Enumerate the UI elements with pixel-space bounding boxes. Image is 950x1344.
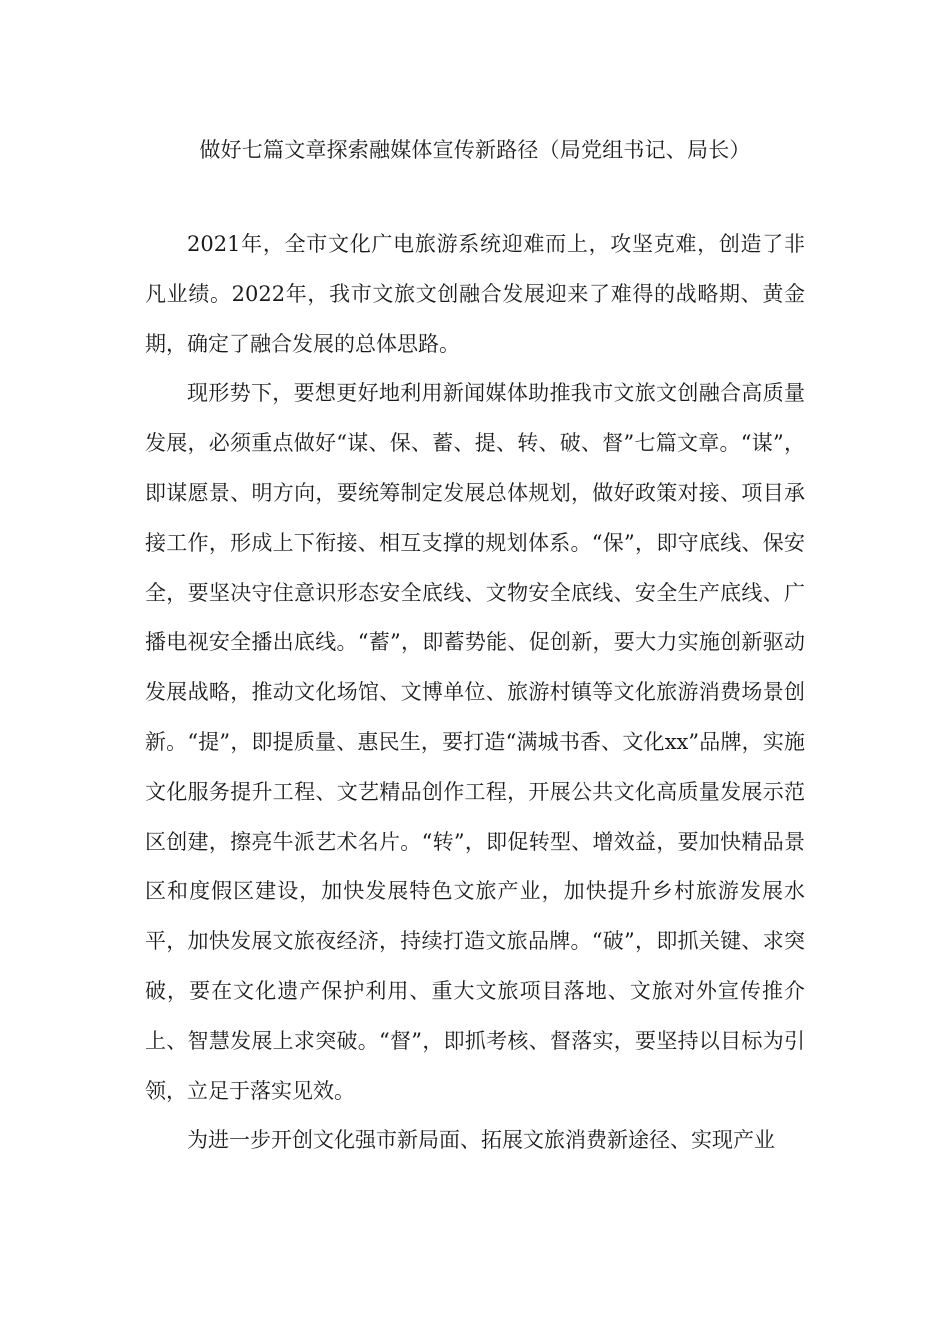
paragraph-3: 为进一步开创文化强市新局面、拓展文旅消费新途径、实现产业 <box>187 1128 775 1153</box>
paragraph-1: 2021年，全市文化广电旅游系统迎难而上，攻坚克难，创造了非凡业绩。2022年，我市文旅文创融合发展迎来了难得的战略期、黄金期，确定了融合发展的总体思路。 <box>145 232 805 356</box>
document-title: 做好七篇文章探索融媒体宣传新路径（局党组书记、局长） <box>199 138 751 162</box>
paragraph-2: 现形势下，要想更好地利用新闻媒体助推我市文旅文创融合高质量发展，必须重点做好“谋、保、蓄、提、转、破、督”七篇文章。“谋”，即谋愿景、明方向，要统筹制定发展总体规划，做好政策对接、项目承接工作，形成上下衔接、相互支撑的规划体系。“保”，即守底线、保安全，要坚决守住意识形态安全底线、文物安全底线、安全生产底线、广播电视安全播出底线。“蓄”，即蓄势能、促创新，要大力实施创新驱动发展战略，推动文化场馆、文博单位、旅游村镇等文化旅游消费场景创新。“提”，即提质量、惠民生，要打造“满城书香、文化xx”品牌，实施文化服务提升工程、文艺精品创作工程，开展公共文化高质量发展示范区创建，擦亮牛派艺术名片。“转”，即促转型、增效益，要加快精品景区和度假区建设，加快发展特色文旅产业，加快提升乡村旅游发展水平，加快发展文旅夜经济，持续打造文旅品牌。“破”，即抓关键、求突破，要在文化遗产保护利用、重大文旅项目落地、文旅对外宣传推介上、智慧发展上求突破。“督”，即抓考核、督落实，要坚持以目标为引领，立足于落实见效。 <box>145 381 805 1103</box>
document-body <box>145 220 805 1166</box>
